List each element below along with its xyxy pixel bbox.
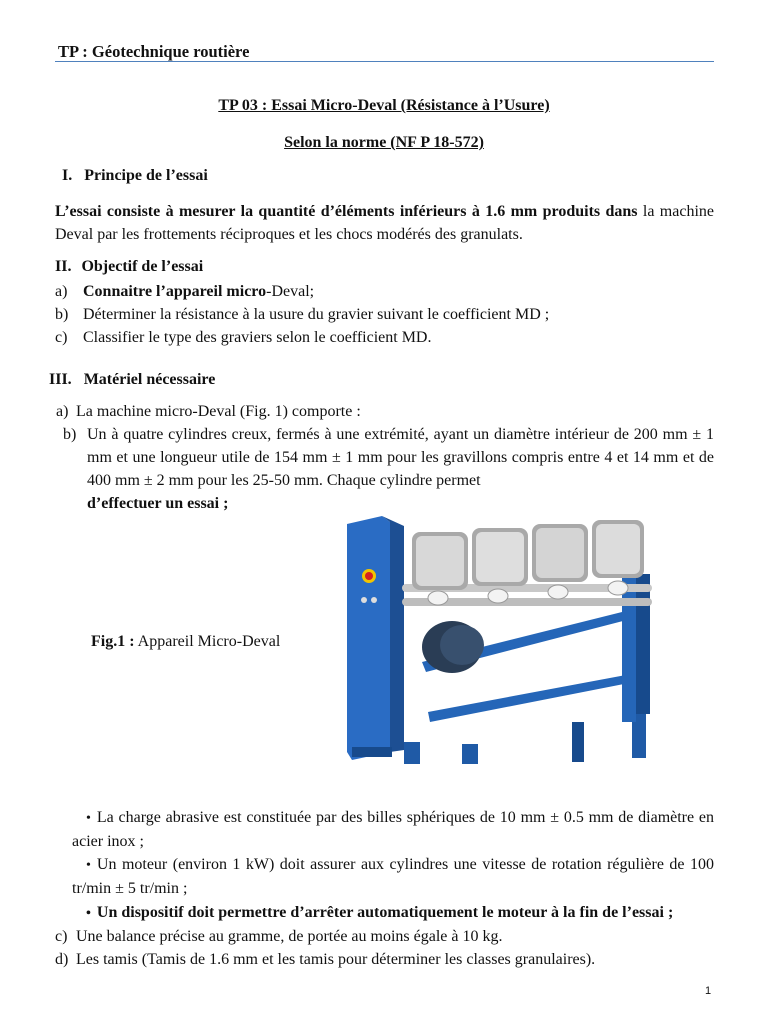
material-d-text: Les tamis (Tamis de 1.6 mm et les tamis pour déterminer les classes granulaires).: [76, 951, 596, 968]
material-a-text: La machine micro-Deval (Fig. 1) comporte :: [76, 403, 361, 420]
material-b-text: Un à quatre cylindres creux, fermés à une extrémité, ayant un diamètre intérieur de 200 mm ± 1 mm et une longueur utile de 154 mm ± 1 mm pour les gravillons compris entre 4 et 14 mm et de 400 mm ± 2 mm pour les 25-50 mm. Chaque cylindre permet: [87, 426, 714, 489]
micro-deval-machine-illustration: [342, 512, 672, 772]
bullet-2-symbol: •: [86, 858, 91, 873]
section-1-text: [55, 200, 714, 246]
figure-label: Fig.1 :: [91, 633, 135, 650]
bullet-item-3: [86, 901, 716, 925]
objective-a-text: -Deval;: [266, 283, 315, 300]
header-rule: [55, 61, 714, 62]
document-header: TP : Géotechnique routière: [58, 42, 250, 61]
material-item-a: [56, 400, 361, 423]
section-2-title: Objectif de l’essai: [81, 258, 204, 275]
bullet-1-text: La charge abrasive est constituée par des billes sphériques de 10 mm ± 0.5 mm de diamètre en acier inox ;: [72, 809, 714, 850]
section-1-heading: [62, 167, 208, 185]
figure-caption-text: Appareil Micro-Deval: [137, 633, 281, 650]
section-1-text-bold: L’essai consiste à mesurer la quantité d’éléments inférieurs à 1.6 mm produits dans: [55, 203, 638, 220]
objective-marker-a: a): [55, 283, 68, 300]
objective-a-bold: Connaitre l’appareil micro: [83, 283, 267, 300]
section-2-number: II.: [55, 258, 72, 275]
section-1-text-rest: la machine Deval par les frottements réciproques et les chocs modérés des granulats.: [55, 203, 714, 243]
objective-item-b: [55, 303, 549, 326]
section-3-heading: [49, 371, 215, 389]
document-subtitle: Selon la norme (NF P 18-572): [284, 134, 484, 151]
page-number: 1: [705, 985, 712, 997]
section-3-number: III.: [49, 371, 72, 388]
objective-item-a: [55, 280, 314, 303]
material-marker-c: c): [55, 928, 68, 945]
objective-marker-b: b): [55, 306, 69, 323]
objective-c-text: Classifier le type des graviers selon le coefficient MD.: [83, 329, 432, 346]
document-title: TP 03 : Essai Micro-Deval (Résistance à l’Usure): [218, 97, 550, 114]
section-1-number: I.: [62, 167, 73, 184]
material-item-b-marker: b): [63, 426, 77, 443]
bullet-item-1: [72, 806, 714, 853]
section-1-title: Principe de l’essai: [84, 167, 208, 184]
section-3-title: Matériel nécessaire: [83, 371, 216, 388]
objective-marker-c: c): [55, 329, 68, 346]
bullet-1-symbol: •: [86, 811, 91, 826]
material-b-bold: d’effectuer un essai ;: [87, 495, 229, 512]
material-c-text: Une balance précise au gramme, de portée au moins égale à 10 kg.: [76, 928, 503, 945]
bullet-2-text: Un moteur (environ 1 kW) doit assurer aux cylindres une vitesse de rotation régulière de 100 tr/min ± 5 tr/min ;: [72, 856, 714, 897]
objective-item-c: [55, 326, 431, 349]
material-item-c: [55, 925, 502, 948]
material-item-d: [55, 948, 595, 971]
bullet-3-text: Un dispositif doit permettre d’arrêter automatiquement le moteur à la fin de l’essai ;: [96, 904, 674, 921]
section-2-heading: [55, 258, 203, 276]
bullet-item-2: [72, 853, 714, 900]
material-item-b: [87, 423, 714, 515]
material-marker-d: d): [55, 951, 69, 968]
objective-b-text: Déterminer la résistance à la usure du gravier suivant le coefficient MD ;: [83, 306, 550, 323]
bullet-3-symbol: •: [86, 906, 91, 921]
material-marker-a: a): [56, 403, 69, 420]
figure-caption: [91, 633, 280, 651]
